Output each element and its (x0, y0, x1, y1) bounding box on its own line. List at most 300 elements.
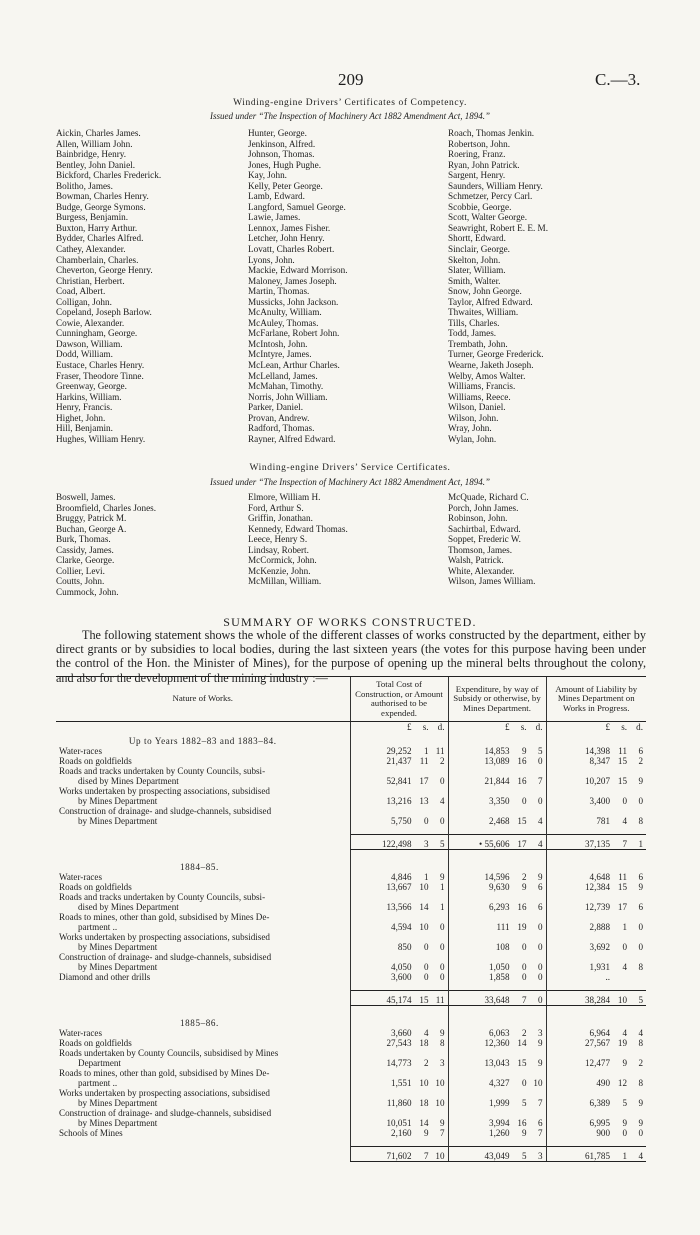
name-entry: Johnson, Thomas. (248, 149, 315, 160)
name-entry: Mussicks, John Jackson. (248, 296, 339, 307)
pence: 9 (638, 1098, 643, 1108)
shillings: 1 (423, 872, 429, 882)
pounds: 850 (397, 942, 412, 952)
pence: 1 (439, 882, 445, 892)
work-description: by Mines Department (78, 796, 158, 806)
shillings: 19 (517, 922, 527, 932)
pence: 11 (435, 746, 445, 756)
pence: 4 (537, 839, 543, 849)
shillings: 1 (423, 746, 429, 756)
name-entry: Cowie, Alexander. (56, 317, 125, 328)
name-entry: Sinclair, George. (448, 244, 510, 255)
pounds: 122,498 (381, 839, 412, 849)
pounds: 6,063 (489, 1028, 510, 1038)
currency-unit: £ (406, 722, 412, 732)
pence: 0 (439, 972, 445, 982)
amount-cell (546, 882, 646, 892)
shillings: 17 (617, 902, 627, 912)
amount-cell (350, 1028, 448, 1038)
name-entry: Greenway, George. (56, 381, 127, 392)
name-entry: Lindsay, Robert. (248, 544, 309, 555)
name-entry: Scobbie, George. (448, 201, 512, 212)
table-row (56, 1118, 646, 1128)
pounds: 13,043 (484, 1058, 510, 1068)
shillings: 15 (419, 995, 429, 1005)
shillings: 0 (622, 796, 627, 806)
amount-cell (448, 902, 546, 912)
total-cell (546, 991, 646, 1006)
amount-cell (448, 1098, 546, 1108)
shillings: 5 (521, 1151, 527, 1161)
amount-cell (448, 816, 546, 826)
currency-unit: s. (520, 722, 527, 732)
name-entry: Thwaites, William. (448, 307, 519, 318)
name-entry: Walsh, Patrick. (448, 555, 504, 566)
pounds: 4,846 (391, 872, 412, 882)
paper-reference: C.—3. (595, 70, 641, 89)
shillings: 18 (419, 1098, 429, 1108)
table-row (56, 776, 646, 786)
pounds: 12,739 (584, 902, 610, 912)
work-description: Roads undertaken by County Councils, subsidised by Mines (59, 1048, 279, 1058)
period-label: 1885–86. (180, 1018, 219, 1028)
table-row (56, 766, 646, 776)
name-entry: Copeland, Joseph Barlow. (56, 307, 152, 318)
pounds: 12,360 (484, 1038, 510, 1048)
table-row (56, 972, 646, 982)
pounds: 12,477 (584, 1058, 610, 1068)
name-entry: Parker, Daniel. (248, 402, 303, 413)
name-entry: Bydder, Charles Alfred. (56, 233, 144, 244)
name-entry: Tills, Charles. (448, 317, 500, 328)
amount-cell (546, 972, 646, 982)
name-entry: McAuley, Thomas. (248, 317, 319, 328)
pence: 0 (638, 942, 643, 952)
pence: 4 (638, 1028, 643, 1038)
currency-unit: s. (422, 722, 429, 732)
name-entry: Allen, William John. (56, 138, 133, 149)
pence: 0 (537, 962, 543, 972)
pence: 6 (638, 872, 643, 882)
pence: 0 (537, 756, 543, 766)
pounds: 21,844 (484, 776, 510, 786)
amount-cell (546, 872, 646, 882)
table-row (56, 858, 646, 872)
work-description: Department (78, 1058, 121, 1068)
work-description: Works undertaken by prospecting associations, subsidised (59, 786, 270, 796)
amount-cell (448, 962, 546, 972)
pence: 11 (435, 995, 445, 1005)
pence: 7 (537, 1128, 543, 1138)
pence: 10 (435, 1151, 445, 1161)
name-entry: Lyons, John. (248, 254, 295, 265)
name-entry: Budge, George Symons. (56, 201, 146, 212)
total-cell (350, 991, 448, 1006)
pence: 3 (537, 1151, 543, 1161)
shillings: 12 (617, 1078, 627, 1088)
pounds: 490 (596, 1078, 610, 1088)
name-entry: Elmore, William H. (248, 492, 321, 502)
pounds: 29,252 (386, 746, 412, 756)
pence: 7 (537, 1098, 543, 1108)
competency-subtitle: Issued under “The Inspection of Machinery Act 1882 Amendment Act, 1894.” (210, 111, 490, 121)
amount-cell (546, 1028, 646, 1038)
shillings: 14 (517, 1038, 527, 1048)
table-row (56, 796, 646, 806)
summary-title: SUMMARY OF WORKS CONSTRUCTED. (223, 615, 477, 629)
pence: 10 (533, 1078, 543, 1088)
shillings: 0 (423, 972, 429, 982)
table-row (56, 1098, 646, 1108)
shillings: 4 (622, 962, 627, 972)
currency-unit: £ (504, 722, 510, 732)
name-entry: Hill, Benjamin. (56, 423, 113, 434)
shillings: 3 (423, 839, 429, 849)
name-entry: Snow, John George. (448, 286, 522, 297)
pence: 9 (439, 1028, 445, 1038)
work-description: Roads on goldfields (59, 1038, 132, 1048)
name-entry: Highet, John. (56, 412, 106, 423)
name-entry: Aickin, Charles James. (56, 128, 141, 138)
table-row (56, 952, 646, 962)
pence: 0 (638, 796, 643, 806)
pence: 1 (638, 839, 643, 849)
table-row (56, 786, 646, 796)
amount-cell (350, 962, 448, 972)
pence: 5 (638, 995, 643, 1005)
pounds: 71,602 (386, 1151, 412, 1161)
pounds: 4,050 (391, 962, 412, 972)
table-row (56, 892, 646, 902)
pounds: 14,398 (584, 746, 610, 756)
name-entry: Norris, John William. (248, 391, 328, 402)
currency-unit: £ (605, 722, 610, 732)
table-row (56, 756, 646, 766)
work-description: Roads to mines, other than gold, subsidised by Mines De- (59, 1068, 270, 1078)
pounds: 1,931 (589, 962, 610, 972)
pence: 0 (638, 922, 643, 932)
pence: 6 (537, 882, 543, 892)
name-entry: McLean, Arthur Charles. (248, 360, 340, 371)
pence: 7 (537, 776, 543, 786)
pounds: 14,773 (386, 1058, 412, 1068)
page-header (0, 70, 700, 92)
name-entry: Maloney, James Joseph. (248, 275, 337, 286)
name-entry: Dawson, William. (56, 338, 123, 349)
pounds: 2,888 (589, 922, 610, 932)
pounds: 10,051 (386, 1118, 412, 1128)
pence: 10 (435, 1078, 445, 1088)
pounds: 4,327 (489, 1078, 510, 1088)
shillings: 11 (618, 872, 627, 882)
pence: 0 (439, 962, 445, 972)
work-description: Water-races (59, 1028, 103, 1038)
name-entry: Martin, Thomas. (248, 286, 310, 297)
name-entry: Lennox, James Fisher. (248, 222, 331, 233)
amount-cell (350, 1058, 448, 1068)
shillings: 16 (517, 756, 527, 766)
work-description: Roads on goldfields (59, 882, 132, 892)
pence: 2 (638, 756, 643, 766)
amount-cell (546, 776, 646, 786)
pence: 9 (638, 882, 643, 892)
pounds: 3,600 (391, 972, 412, 982)
pounds: 6,389 (589, 1098, 610, 1108)
name-entry: McLelland, James. (248, 370, 318, 381)
name-entry: Wearne, Jaketh Joseph. (448, 360, 534, 371)
work-description: Roads and tracks undertaken by County Councils, subsi- (59, 892, 266, 902)
work-description: by Mines Department (78, 962, 158, 972)
name-entry: Bentley, John Daniel. (56, 159, 136, 170)
shillings: 7 (622, 839, 627, 849)
pounds: 27,543 (386, 1038, 412, 1048)
name-entry: McKenzie, John. (248, 565, 311, 576)
header-expenditure: Expenditure, by way of Subsidy or otherwise, by Mines Department. (448, 677, 546, 722)
name-entry: Henry, Francis. (56, 402, 113, 413)
work-description: Roads on goldfields (59, 756, 132, 766)
amount-cell (546, 746, 646, 756)
table-row (56, 835, 646, 850)
name-entry: Scott, Walter George. (448, 212, 528, 223)
amount-cell (350, 746, 448, 756)
table-row (56, 962, 646, 972)
shillings: 4 (622, 816, 627, 826)
shillings: 1 (622, 1151, 627, 1161)
table-row (56, 872, 646, 882)
competency-names-col1 (56, 128, 161, 444)
name-entry: Roach, Thomas Jenkin. (448, 128, 535, 138)
amount-cell (350, 796, 448, 806)
work-description: Construction of drainage- and sludge-channels, subsidised (59, 952, 272, 962)
shillings: 10 (419, 1078, 429, 1088)
pounds: 3,692 (589, 942, 610, 952)
shillings: 15 (617, 882, 627, 892)
work-description: Works undertaken by prospecting associations, subsidised (59, 932, 270, 942)
period-label: 1884–85. (180, 862, 219, 872)
works-table (56, 676, 646, 1162)
amount-cell (350, 756, 448, 766)
table-row (56, 1078, 646, 1088)
pounds: 1,050 (489, 962, 510, 972)
total-cell (448, 1147, 546, 1162)
pence: 9 (537, 872, 543, 882)
name-entry: Shortt, Edward. (448, 233, 506, 244)
shillings: 0 (423, 942, 429, 952)
shillings: 9 (622, 1058, 627, 1068)
currency-unit: d. (636, 722, 643, 732)
amount-cell (448, 1128, 546, 1138)
shillings: 4 (423, 1028, 429, 1038)
pounds: 13,089 (484, 756, 510, 766)
pounds: 13,216 (386, 796, 412, 806)
name-entry: White, Alexander. (448, 565, 515, 576)
name-entry: Hughes, William Henry. (56, 433, 146, 444)
pence: 2 (439, 756, 445, 766)
amount-cell (448, 1118, 546, 1128)
table-row (56, 991, 646, 1006)
amount-cell (350, 872, 448, 882)
pounds: 6,293 (489, 902, 510, 912)
name-entry: Griffin, Jonathan. (248, 513, 313, 524)
name-entry: Leece, Henry S. (248, 534, 308, 545)
pence: 7 (439, 1128, 445, 1138)
amount-cell (350, 1038, 448, 1048)
currency-row (56, 722, 646, 733)
name-entry: Burgess, Benjamin. (56, 212, 129, 223)
pounds: 108 (495, 942, 510, 952)
amount-cell (350, 902, 448, 912)
name-entry: Eustace, Charles Henry. (56, 360, 145, 371)
table-row (56, 732, 646, 746)
pounds: 13,667 (386, 882, 412, 892)
name-entry: Trembath, John. (448, 338, 508, 349)
shillings: 0 (521, 972, 527, 982)
shillings: 2 (521, 1028, 527, 1038)
amount-cell (448, 922, 546, 932)
name-entry: Skelton, John. (448, 254, 501, 265)
amount-cell (448, 972, 546, 982)
amount-cell (350, 1118, 448, 1128)
pounds: 1,858 (489, 972, 510, 982)
shillings: 1 (622, 922, 627, 932)
shillings: 4 (622, 1028, 627, 1038)
work-description: dised by Mines Department (78, 902, 179, 912)
work-description: dised by Mines Department (78, 776, 179, 786)
name-entry: Wilson, James William. (448, 576, 536, 587)
amount-cell (448, 1028, 546, 1038)
shillings: 14 (419, 902, 429, 912)
table-row (56, 1014, 646, 1028)
name-entry: Cassidy, James. (56, 544, 114, 555)
name-entry: Cummock, John. (56, 586, 119, 597)
shillings: 0 (622, 1128, 627, 1138)
shillings: 0 (622, 942, 627, 952)
name-entry: Schmetzer, Percy Carl. (448, 191, 533, 202)
amount-cell (350, 972, 448, 982)
amount-cell (546, 1128, 646, 1138)
table-row (56, 932, 646, 942)
name-entry: Bruggy, Patrick M. (56, 513, 127, 524)
total-cell (350, 835, 448, 850)
table-row (56, 1138, 646, 1147)
name-entry: Hunter, George. (248, 128, 307, 138)
shillings: 17 (517, 839, 527, 849)
name-entry: Bickford, Charles Frederick. (56, 170, 162, 181)
pounds: 111 (496, 922, 510, 932)
amount-cell (546, 902, 646, 912)
pence: 6 (638, 902, 643, 912)
work-description: by Mines Department (78, 1098, 158, 1108)
name-entry: Todd, James. (448, 328, 497, 339)
name-entry: Sachirtbal, Edward. (448, 523, 521, 534)
name-entry: Jenkinson, Alfred. (248, 138, 316, 149)
pence: 8 (439, 1038, 445, 1048)
total-cell (448, 991, 546, 1006)
pounds: 2,468 (489, 816, 510, 826)
name-entry: Cunningham, George. (56, 328, 138, 339)
work-description: Schools of Mines (59, 1128, 123, 1138)
amount-cell (546, 1118, 646, 1128)
pounds: 3,660 (391, 1028, 412, 1038)
name-entry: Kelly, Peter George. (248, 180, 323, 191)
table-row (56, 1038, 646, 1048)
pounds: 45,174 (386, 995, 412, 1005)
shillings: 9 (622, 1118, 627, 1128)
currency-unit: d. (535, 722, 543, 732)
pence: 3 (537, 1028, 543, 1038)
pence: 6 (638, 746, 643, 756)
table-row (56, 816, 646, 826)
shillings: 9 (423, 1128, 429, 1138)
pence: 8 (638, 1038, 643, 1048)
table-row (56, 1147, 646, 1162)
name-entry: Chamberlain, Charles. (56, 254, 139, 265)
name-entry: Jones, Hugh Pughe. (248, 159, 321, 170)
name-entry: Clarke, George. (56, 555, 115, 566)
pounds: 3,994 (489, 1118, 510, 1128)
shillings: 7 (521, 995, 527, 1005)
pounds: 14,596 (484, 872, 510, 882)
shillings: 5 (521, 1098, 527, 1108)
amount-cell (546, 796, 646, 806)
pence: 0 (537, 972, 543, 982)
table-row (56, 1088, 646, 1098)
pence: 6 (537, 902, 543, 912)
shillings: 0 (521, 796, 527, 806)
amount-cell (350, 1098, 448, 1108)
shillings: 0 (423, 816, 429, 826)
currency-unit: d. (437, 722, 445, 732)
pence: 3 (439, 1058, 445, 1068)
amount-cell (350, 776, 448, 786)
service-subtitle: Issued under “The Inspection of Machinery Act 1882 Amendment Act, 1894.” (210, 477, 490, 487)
pounds: 1,260 (489, 1128, 510, 1138)
name-entry: Buxton, Harry Arthur. (56, 222, 138, 233)
shillings: 10 (419, 882, 429, 892)
pence: 0 (439, 816, 445, 826)
pence: 9 (439, 872, 445, 882)
pounds: 4,648 (589, 872, 610, 882)
name-entry: Bainbridge, Henry. (56, 149, 127, 160)
table-row (56, 1006, 646, 1015)
name-entry: Robertson, John. (448, 138, 511, 149)
name-entry: Slater, William. (448, 265, 506, 276)
period-label: Up to Years 1882–83 and 1883–84. (128, 736, 277, 746)
pounds: 13,566 (386, 902, 412, 912)
table-row (56, 1068, 646, 1078)
name-entry: Langford, Samuel George. (248, 201, 346, 212)
amount-cell (448, 756, 546, 766)
pounds: 61,785 (584, 1151, 610, 1161)
name-entry: Broomfield, Charles Jones. (56, 502, 157, 513)
work-description: Roads to mines, other than gold, subsidised by Mines De- (59, 912, 270, 922)
pounds: 6,995 (589, 1118, 610, 1128)
amount-cell (546, 1098, 646, 1108)
name-entry: Harkins, William. (56, 391, 122, 402)
name-entry: Bowman, Charles Henry. (56, 191, 149, 202)
work-description: by Mines Department (78, 942, 158, 952)
pence: 9 (638, 776, 643, 786)
amount-cell (448, 1038, 546, 1048)
pence: 5 (537, 746, 543, 756)
table-row (56, 1108, 646, 1118)
shillings: 9 (521, 1128, 527, 1138)
pounds: 14,853 (484, 746, 510, 756)
name-entry: Wilson, John. (448, 412, 499, 423)
shillings: 10 (419, 922, 429, 932)
pounds: 8,347 (589, 756, 610, 766)
header-total: Total Cost of Construction, or Amount authorised to be expended. (350, 677, 448, 722)
